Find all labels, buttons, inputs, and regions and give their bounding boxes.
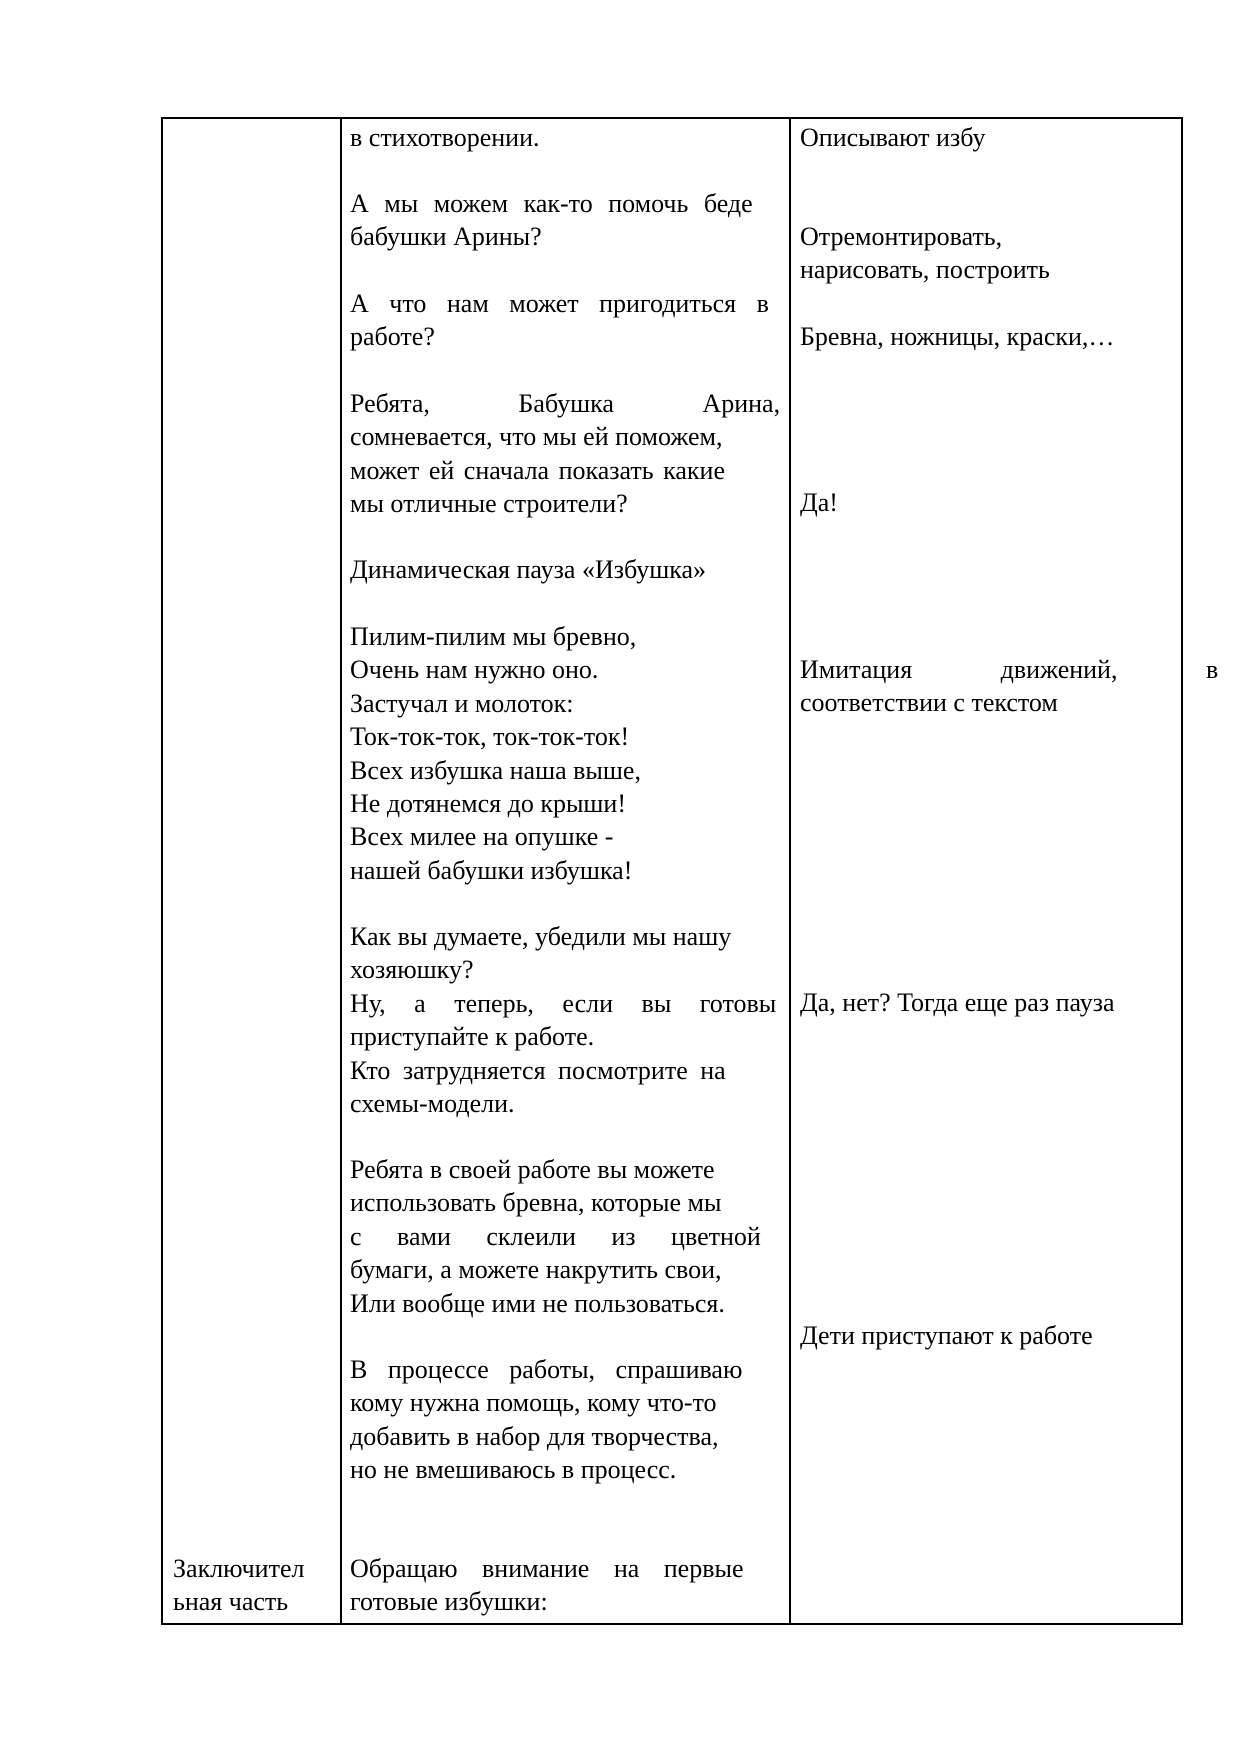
children-response-4: Да! bbox=[800, 488, 838, 517]
teacher-text-3: А что нам может пригодиться в работе? bbox=[350, 289, 769, 352]
column-divider-1 bbox=[340, 117, 342, 1625]
teacher-text-7: Ребята в своей работе вы можете использовать бревна, которые мы с вами склеили из цветной бумаги, а можете накрутить свои, Или вообще ими не пользоваться. bbox=[350, 1155, 761, 1318]
children-response-5: Имитация движений, в соответствии с текстом bbox=[800, 655, 1219, 718]
teacher-text-6: Как вы думаете, убедили мы нашу хозяюшку? Ну, а теперь, если вы готовы приступайте к работе. Кто затрудняется посмотрите на схемы-модели. bbox=[350, 922, 777, 1119]
children-response-1: Описывают избу bbox=[800, 123, 986, 152]
children-response-2: Отремонтировать, нарисовать, построить bbox=[800, 222, 1050, 285]
teacher-text-9: Обращаю внимание на первые готовые избушки: bbox=[350, 1554, 744, 1617]
poem: Пилим-пилим мы бревно, Очень нам нужно оно. Застучал и молоток: Ток-ток-ток, ток-ток-ток! Всех избушка наша выше, Не дотянемся до крыши! Всех милее на опушке - нашей бабушки избушка! bbox=[350, 622, 641, 885]
children-response-3: Бревна, ножницы, краски,… bbox=[800, 322, 1115, 351]
dynamic-pause-title: Динамическая пауза «Избушка» bbox=[350, 555, 707, 584]
children-response-7: Дети приступают к работе bbox=[800, 1321, 1093, 1350]
column-divider-2 bbox=[789, 117, 791, 1625]
children-response-6: Да, нет? Тогда еще раз пауза bbox=[800, 988, 1115, 1017]
final-part-label: Заключител ьная часть bbox=[173, 1554, 305, 1617]
teacher-text-1: в стихотворении. bbox=[350, 123, 540, 152]
teacher-text-2: А мы можем как-то помочь беде бабушки Арины? bbox=[350, 189, 753, 252]
teacher-text-8: В процессе работы, спрашиваю кому нужна помощь, кому что-то добавить в набор для творчества, но не вмешиваюсь в процесс. bbox=[350, 1355, 743, 1485]
teacher-text-4: Ребята, Бабушка Арина, сомневается, что мы ей поможем, может ей сначала показать какие мы отличные строители? bbox=[350, 389, 781, 519]
